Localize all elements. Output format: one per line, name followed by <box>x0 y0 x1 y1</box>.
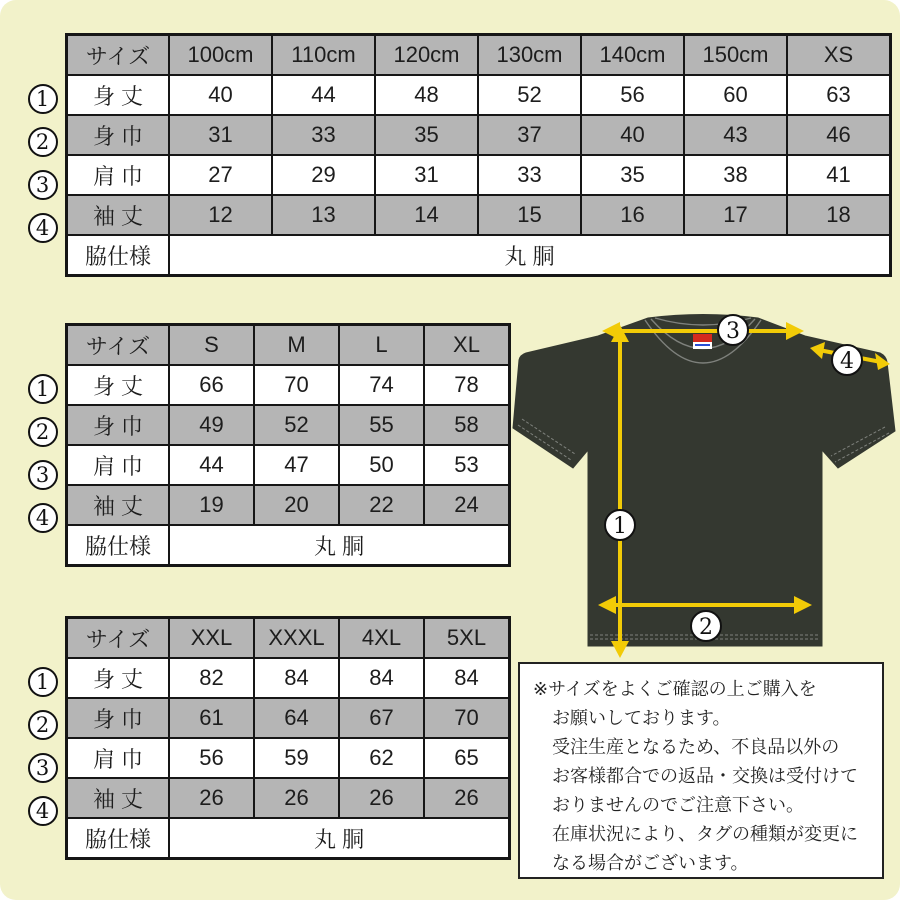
data-cell: 82 <box>169 658 254 698</box>
table-row <box>67 778 510 818</box>
data-cell: 19 <box>169 485 254 525</box>
note-line: おりませんのでご注意下さい。 <box>552 795 804 815</box>
data-cell: 35 <box>581 155 684 195</box>
data-cell: 70 <box>254 365 339 405</box>
row-label-cell: 身 巾 <box>67 698 170 738</box>
row-label-cell: 身 丈 <box>67 365 170 405</box>
row-number-badge: 3 <box>28 170 58 200</box>
table-row <box>67 445 510 485</box>
data-cell: 55 <box>339 405 424 445</box>
neck-tag-blue <box>695 344 710 346</box>
row-label-cell: 肩 巾 <box>67 445 170 485</box>
header-row <box>67 35 891 76</box>
note-line: ※サイズをよくご確認の上ご購入を <box>533 679 817 699</box>
marker-2 <box>691 611 721 641</box>
size-table-block-kids <box>20 33 892 277</box>
data-cell: 31 <box>375 155 478 195</box>
column-header-cell: 4XL <box>339 618 424 659</box>
header-row <box>67 325 510 366</box>
data-cell: 44 <box>272 75 375 115</box>
data-cell: 63 <box>787 75 891 115</box>
footer-value-cell: 丸 胴 <box>169 235 891 276</box>
row-number-badge: 2 <box>28 710 58 740</box>
data-cell: 58 <box>424 405 510 445</box>
row-number-badge: 3 <box>28 753 58 783</box>
table-row <box>67 658 510 698</box>
row-label-cell: 袖 丈 <box>67 195 170 235</box>
row-label-cell: 身 巾 <box>67 115 170 155</box>
size-table-block-xxl <box>20 616 511 860</box>
data-cell: 26 <box>424 778 510 818</box>
data-cell: 84 <box>254 658 339 698</box>
data-cell: 56 <box>169 738 254 778</box>
table-row <box>67 738 510 778</box>
data-cell: 15 <box>478 195 581 235</box>
data-cell: 61 <box>169 698 254 738</box>
column-header-cell: 120cm <box>375 35 478 76</box>
row-label-cell: 身 巾 <box>67 405 170 445</box>
size-table-block-s-xl <box>20 323 511 567</box>
row-number-gutter <box>20 323 65 539</box>
data-cell: 64 <box>254 698 339 738</box>
marker-3-label: 3 <box>726 319 740 344</box>
note-line: なる場合がございます。 <box>552 853 749 873</box>
table-row <box>67 195 891 235</box>
data-cell: 17 <box>684 195 787 235</box>
data-cell: 33 <box>272 115 375 155</box>
footer-label-cell: 脇仕様 <box>67 525 170 566</box>
column-header-cell: 100cm <box>169 35 272 76</box>
note-line: お客様都合での返品・交換は受付けて <box>552 766 858 786</box>
data-cell: 70 <box>424 698 510 738</box>
data-cell: 37 <box>478 115 581 155</box>
data-cell: 20 <box>254 485 339 525</box>
row-label-cell: 肩 巾 <box>67 738 170 778</box>
column-header-cell: XS <box>787 35 891 76</box>
data-cell: 50 <box>339 445 424 485</box>
data-cell: 27 <box>169 155 272 195</box>
data-cell: 26 <box>339 778 424 818</box>
data-cell: 74 <box>339 365 424 405</box>
data-cell: 18 <box>787 195 891 235</box>
data-cell: 22 <box>339 485 424 525</box>
data-cell: 66 <box>169 365 254 405</box>
column-header-cell: L <box>339 325 424 366</box>
column-header-cell: 150cm <box>684 35 787 76</box>
marker-4-label: 4 <box>840 349 854 374</box>
data-cell: 40 <box>169 75 272 115</box>
table-row <box>67 75 891 115</box>
column-header-cell: M <box>254 325 339 366</box>
row-number-badge: 4 <box>28 213 58 243</box>
footer-row <box>67 525 510 566</box>
data-cell: 52 <box>478 75 581 115</box>
row-number-badge: 1 <box>28 374 58 404</box>
footer-row <box>67 235 891 276</box>
table-row <box>67 155 891 195</box>
marker-4 <box>832 345 862 375</box>
neck-tag-red <box>693 334 712 342</box>
header-row <box>67 618 510 659</box>
footer-label-cell: 脇仕様 <box>67 235 170 276</box>
tshirt-diagram <box>505 308 900 660</box>
data-cell: 62 <box>339 738 424 778</box>
row-label-cell: 身 丈 <box>67 658 170 698</box>
data-cell: 14 <box>375 195 478 235</box>
row-number-gutter <box>20 33 65 249</box>
data-cell: 24 <box>424 485 510 525</box>
data-cell: 26 <box>254 778 339 818</box>
row-label-cell: 袖 丈 <box>67 778 170 818</box>
data-cell: 56 <box>581 75 684 115</box>
column-header-cell: 5XL <box>424 618 510 659</box>
table-row <box>67 405 510 445</box>
data-cell: 33 <box>478 155 581 195</box>
footer-value-cell: 丸 胴 <box>169 525 510 566</box>
data-cell: 84 <box>339 658 424 698</box>
column-header-cell: 130cm <box>478 35 581 76</box>
row-label-cell: 袖 丈 <box>67 485 170 525</box>
purchase-note-box <box>518 662 884 879</box>
data-cell: 52 <box>254 405 339 445</box>
data-cell: 16 <box>581 195 684 235</box>
data-cell: 26 <box>169 778 254 818</box>
data-cell: 31 <box>169 115 272 155</box>
data-cell: 59 <box>254 738 339 778</box>
row-label-cell: 肩 巾 <box>67 155 170 195</box>
row-number-badge: 1 <box>28 667 58 697</box>
size-header-cell: サイズ <box>67 618 170 659</box>
column-header-cell: XL <box>424 325 510 366</box>
data-cell: 41 <box>787 155 891 195</box>
data-cell: 48 <box>375 75 478 115</box>
data-cell: 78 <box>424 365 510 405</box>
data-cell: 67 <box>339 698 424 738</box>
row-number-badge: 1 <box>28 84 58 114</box>
row-number-gutter <box>20 616 65 832</box>
size-header-cell: サイズ <box>67 325 170 366</box>
table-row <box>67 365 510 405</box>
data-cell: 44 <box>169 445 254 485</box>
footer-value-cell: 丸 胴 <box>169 818 510 859</box>
data-cell: 29 <box>272 155 375 195</box>
data-cell: 60 <box>684 75 787 115</box>
marker-3 <box>718 315 748 345</box>
data-cell: 40 <box>581 115 684 155</box>
size-table-xxl-5xl <box>65 616 511 860</box>
row-number-badge: 2 <box>28 127 58 157</box>
data-cell: 65 <box>424 738 510 778</box>
data-cell: 49 <box>169 405 254 445</box>
column-header-cell: 110cm <box>272 35 375 76</box>
row-number-badge: 4 <box>28 796 58 826</box>
data-cell: 12 <box>169 195 272 235</box>
marker-2-label: 2 <box>699 615 713 640</box>
note-line: 受注生産となるため、不良品以外の <box>552 737 840 757</box>
data-cell: 38 <box>684 155 787 195</box>
row-number-badge: 3 <box>28 460 58 490</box>
column-header-cell: S <box>169 325 254 366</box>
data-cell: 53 <box>424 445 510 485</box>
data-cell: 46 <box>787 115 891 155</box>
table-row <box>67 698 510 738</box>
data-cell: 13 <box>272 195 375 235</box>
note-line: お願いしております。 <box>552 708 731 728</box>
note-line: 在庫状況により、タグの種類が変更に <box>552 824 858 844</box>
marker-1-label: 1 <box>613 514 627 539</box>
footer-label-cell: 脇仕様 <box>67 818 170 859</box>
marker-1 <box>605 510 635 540</box>
size-table-kids-xs <box>65 33 892 277</box>
data-cell: 43 <box>684 115 787 155</box>
column-header-cell: 140cm <box>581 35 684 76</box>
footer-row <box>67 818 510 859</box>
table-row <box>67 115 891 155</box>
data-cell: 47 <box>254 445 339 485</box>
table-row <box>67 485 510 525</box>
data-cell: 84 <box>424 658 510 698</box>
row-number-badge: 4 <box>28 503 58 533</box>
data-cell: 35 <box>375 115 478 155</box>
column-header-cell: XXXL <box>254 618 339 659</box>
size-table-s-xl <box>65 323 511 567</box>
column-header-cell: XXL <box>169 618 254 659</box>
row-number-badge: 2 <box>28 417 58 447</box>
row-label-cell: 身 丈 <box>67 75 170 115</box>
size-header-cell: サイズ <box>67 35 170 76</box>
